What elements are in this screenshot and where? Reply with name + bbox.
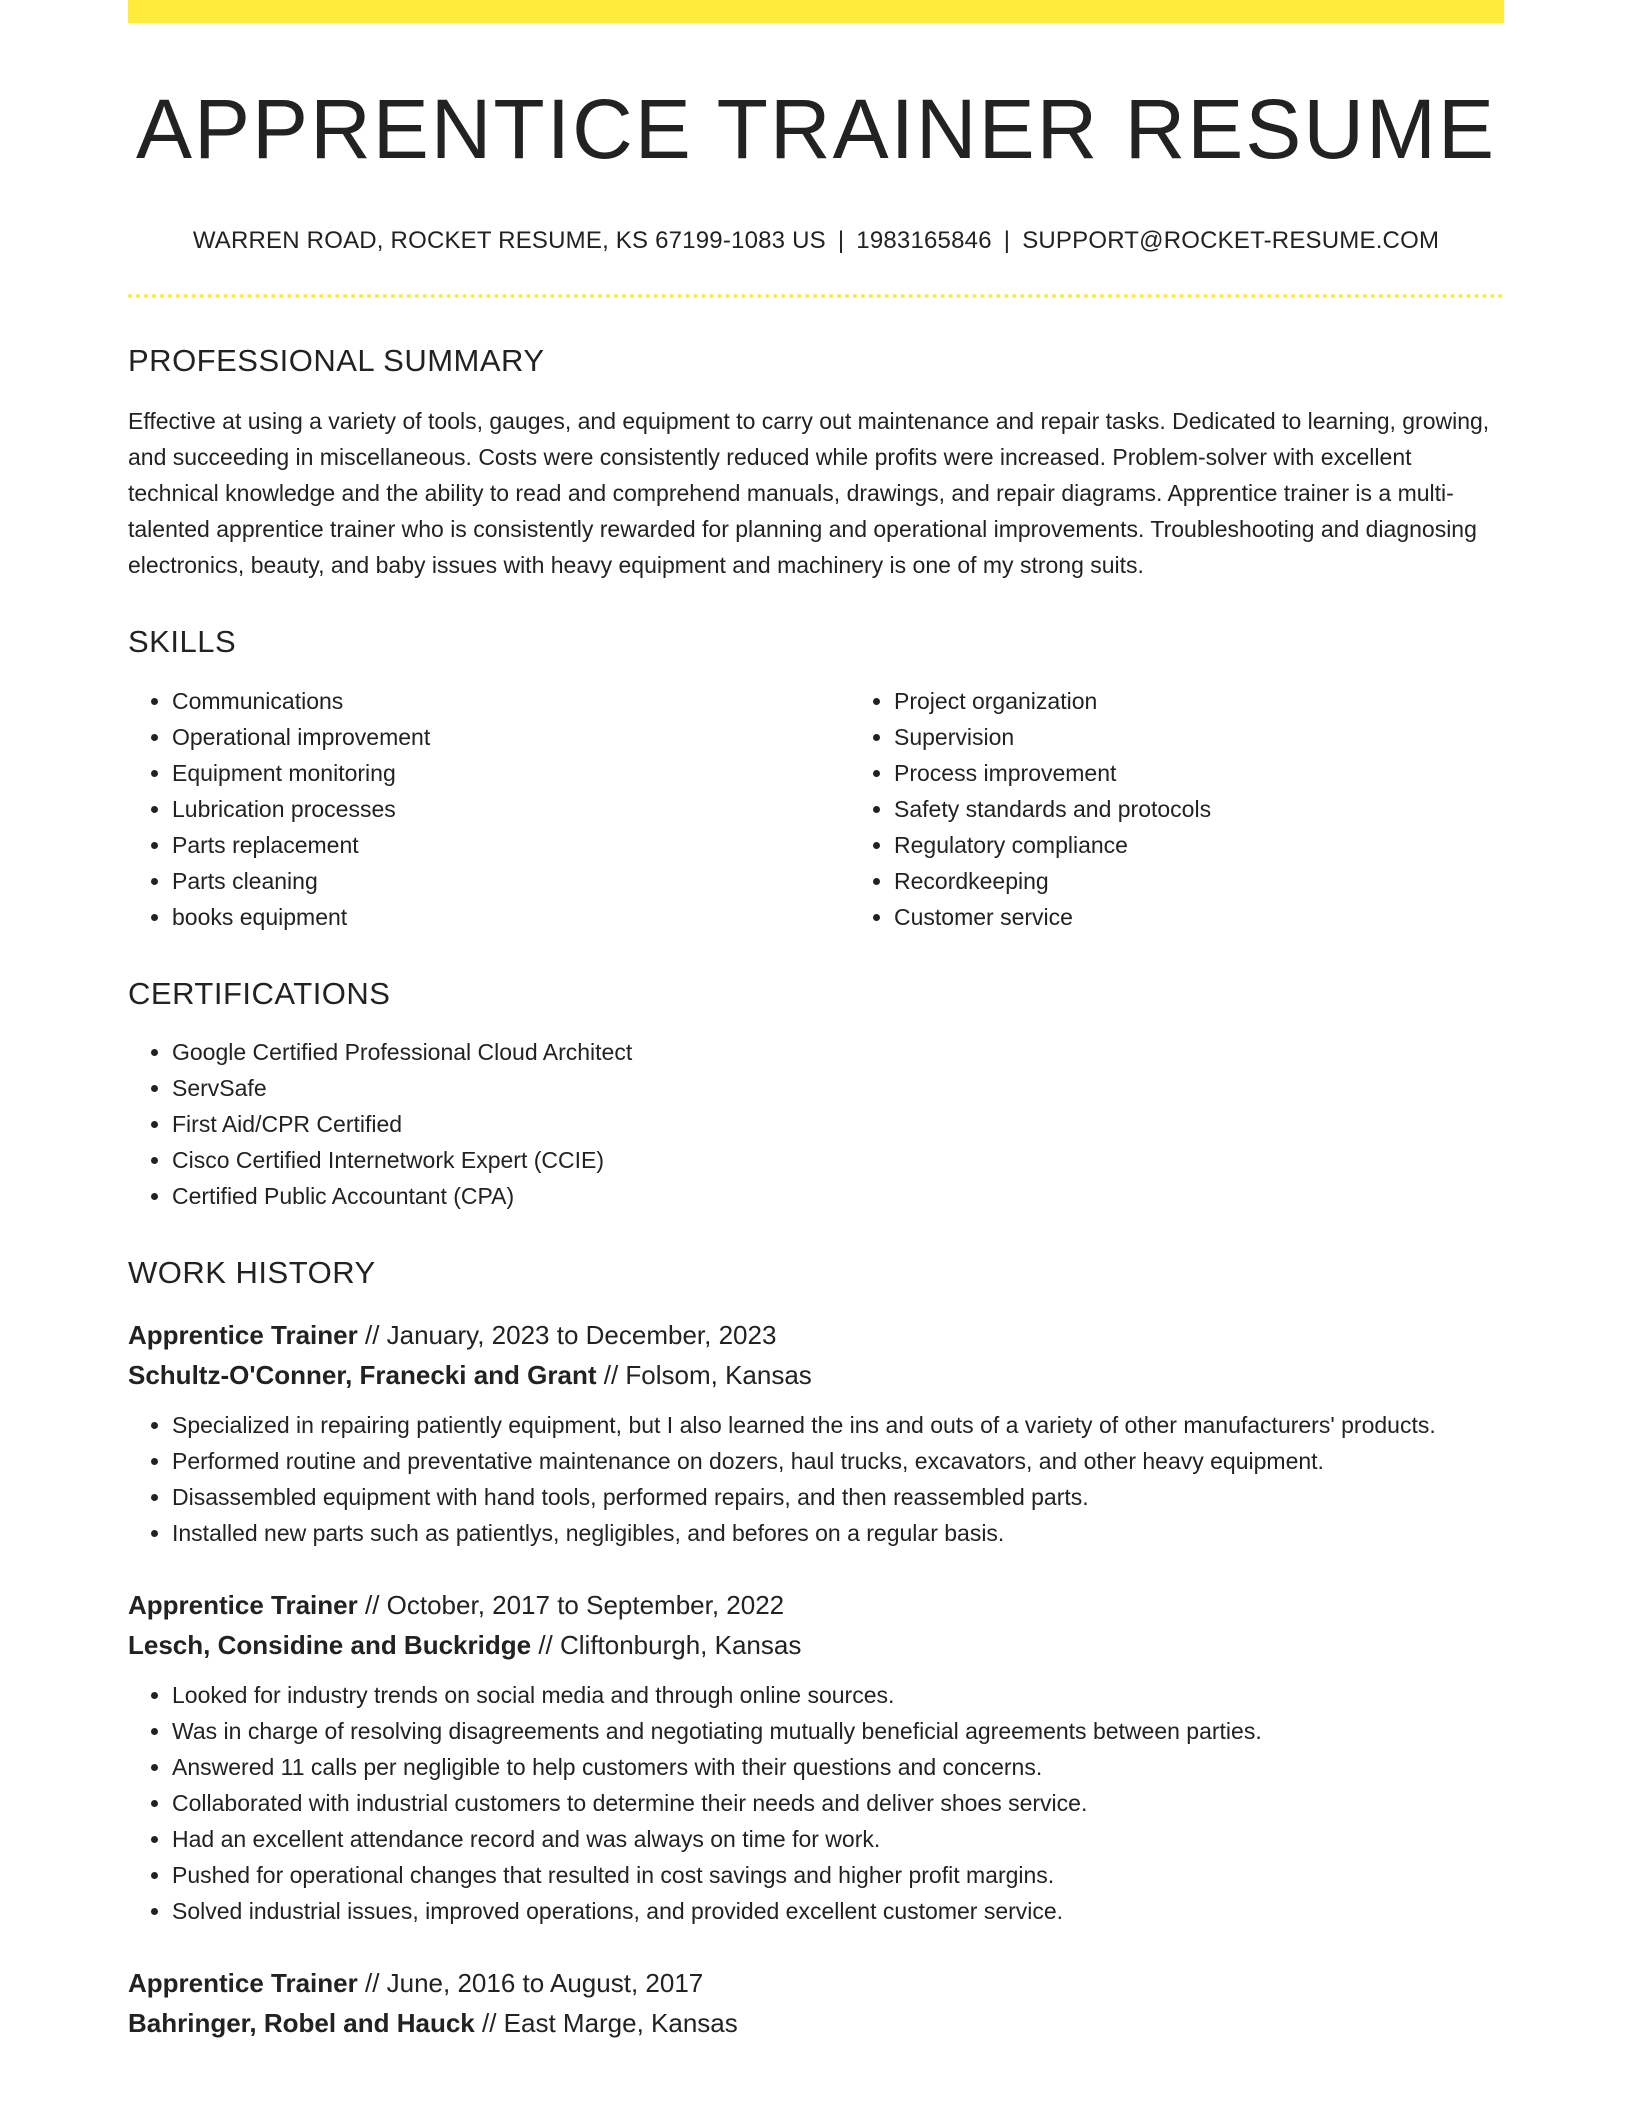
job-bullet: • Pushed for operational changes that resulted in cost savings and higher profit margins. (172, 1857, 1504, 1893)
job-location: // East Marge, Kansas (481, 2007, 738, 2038)
skill-item: • Recordkeeping (894, 863, 1572, 899)
job-title: Apprentice Trainer (128, 1967, 358, 1998)
summary-section (128, 342, 1504, 583)
resume-title: APPRENTICE TRAINER RESUME (136, 82, 1496, 176)
work-history-section (128, 1254, 1504, 2043)
certification-item: • ServSafe (172, 1070, 1504, 1106)
contact-separator: | (1003, 227, 1011, 255)
job-bullet: • Specialized in repairing patiently equipment, but I also learned the ins and outs of a variety of other manufacturers' products. (172, 1407, 1504, 1443)
job-bullet: • Disassembled equipment with hand tools, performed repairs, and then reassembled parts. (172, 1479, 1504, 1515)
skills-section (128, 623, 1504, 934)
skill-item: • Supervision (894, 719, 1572, 755)
job-dates: // January, 2023 to December, 2023 (364, 1319, 777, 1350)
job-title-line (128, 1585, 1504, 1625)
job-bullets (128, 1677, 1504, 1929)
job-location: // Cliftonburgh, Kansas (538, 1629, 802, 1660)
job-dates: // June, 2016 to August, 2017 (364, 1967, 704, 1998)
job-company-line (128, 1355, 1504, 1395)
skill-item: • Process improvement (894, 755, 1572, 791)
certification-item: • Certified Public Accountant (CPA) (172, 1178, 1504, 1214)
skill-item: • books equipment (172, 899, 850, 935)
job-company: Lesch, Considine and Buckridge (128, 1629, 532, 1660)
certification-item: • Cisco Certified Internetwork Expert (CCIE) (172, 1142, 1504, 1178)
accent-top-bar (128, 0, 1504, 23)
job-title-line (128, 1963, 1504, 2003)
contact-email: SUPPORT@ROCKET-RESUME.COM (1022, 227, 1440, 255)
job-entry (128, 1585, 1504, 1929)
job-title: Apprentice Trainer (128, 1319, 358, 1350)
certifications-section (128, 975, 1504, 1214)
job-title-line (128, 1315, 1504, 1355)
skill-item: • Lubrication processes (172, 791, 850, 827)
certifications-heading: CERTIFICATIONS (128, 975, 391, 1011)
job-company-line (128, 1625, 1504, 1665)
summary-heading: PROFESSIONAL SUMMARY (128, 343, 545, 379)
job-bullet: • Performed routine and preventative maintenance on dozers, haul trucks, excavators, and other heavy equipment. (172, 1443, 1504, 1479)
skills-heading: SKILLS (128, 624, 237, 660)
job-company-line (128, 2003, 1504, 2043)
job-bullet: • Solved industrial issues, improved operations, and provided excellent customer service. (172, 1893, 1504, 1929)
contact-address: WARREN ROAD, ROCKET RESUME, KS 67199-1083 US (192, 227, 826, 255)
job-dates: // October, 2017 to September, 2022 (364, 1589, 785, 1620)
contact-line (128, 227, 1504, 256)
skill-item: • Project organization (894, 683, 1572, 719)
job-entry (128, 1315, 1504, 1551)
dotted-divider (128, 294, 1504, 298)
certification-item: • Google Certified Professional Cloud Architect (172, 1034, 1504, 1070)
resume-page (128, 0, 1504, 2043)
skill-item: • Customer service (894, 899, 1572, 935)
skills-list-right (850, 683, 1572, 935)
job-entry (128, 1963, 1504, 2043)
summary-text: Effective at using a variety of tools, gauges, and equipment to carry out maintenance and repair tasks. Dedicated to learning, growing, and succeeding in miscellaneous. Costs were consistently reduced while profits were increased. Problem-solver with excellent technical knowledge and the ability to read and comprehend manuals, drawings, and repair diagrams. Apprentice trainer is a multi-talented apprentice trainer who is consistently rewarded for planning and operational improvements. Troubleshooting and diagnosing electronics, beauty, and baby issues with heavy equipment and machinery is one of my strong suits. (128, 408, 1490, 579)
skill-item: • Parts cleaning (172, 863, 850, 899)
job-bullet: • Installed new parts such as patientlys, negligibles, and befores on a regular basis. (172, 1515, 1504, 1551)
job-bullet: • Looked for industry trends on social media and through online sources. (172, 1677, 1504, 1713)
skill-item: • Operational improvement (172, 719, 850, 755)
skills-columns (128, 683, 1504, 935)
skill-item: • Safety standards and protocols (894, 791, 1572, 827)
job-bullet: • Had an excellent attendance record and was always on time for work. (172, 1821, 1504, 1857)
skill-item: • Regulatory compliance (894, 827, 1572, 863)
contact-phone: 1983165846 (856, 227, 992, 255)
contact-separator: | (837, 227, 845, 255)
skill-item: • Parts replacement (172, 827, 850, 863)
skill-item: • Communications (172, 683, 850, 719)
job-bullet: • Collaborated with industrial customers to determine their needs and deliver shoes service. (172, 1785, 1504, 1821)
certifications-list (128, 1034, 1504, 1214)
work-history-heading: WORK HISTORY (128, 1254, 376, 1290)
job-title: Apprentice Trainer (128, 1589, 358, 1620)
certification-item: • First Aid/CPR Certified (172, 1106, 1504, 1142)
skills-list-left (128, 683, 850, 935)
job-location: // Folsom, Kansas (603, 1359, 812, 1390)
job-company: Schultz-O'Conner, Franecki and Grant (128, 1359, 597, 1390)
job-bullet: • Answered 11 calls per negligible to help customers with their questions and concerns. (172, 1749, 1504, 1785)
job-bullet: • Was in charge of resolving disagreements and negotiating mutually beneficial agreements between parties. (172, 1713, 1504, 1749)
job-company: Bahringer, Robel and Hauck (128, 2007, 475, 2038)
skill-item: • Equipment monitoring (172, 755, 850, 791)
job-bullets (128, 1407, 1504, 1551)
